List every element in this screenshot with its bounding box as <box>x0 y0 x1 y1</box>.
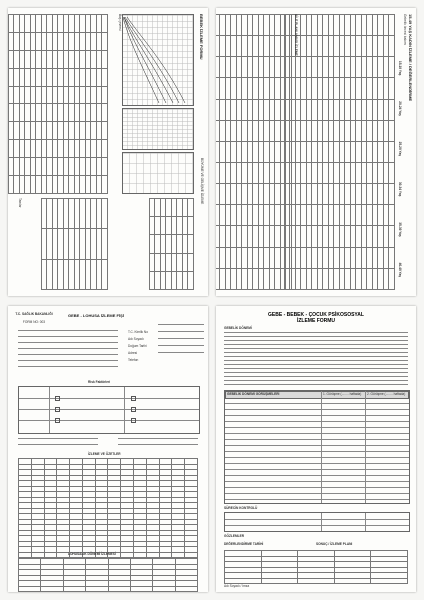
footer-title: LOHUSALIK DÖNEMİ İZLEMESİ <box>68 552 116 556</box>
age-column-header: 25-29 Yaş <box>398 141 402 157</box>
sheet-women-content <box>216 8 416 296</box>
process-box <box>224 512 410 532</box>
col2-header: 2. Görüşme (........ haftada) <box>367 392 406 396</box>
section3-title: SÜRECİN KONTROLÜ <box>224 506 258 510</box>
identity-field[interactable] <box>128 320 204 334</box>
identity-field[interactable] <box>128 341 204 355</box>
age-column-header: 40-49 Yaş <box>398 262 402 278</box>
visit-table <box>149 198 194 290</box>
identity-field-label: Doğum Tarihi <box>128 344 147 348</box>
visits-table <box>18 458 198 558</box>
section6-title: SONUÇ / İZLEME PLANI <box>316 542 353 546</box>
identity-field-label: Adı Soyadı <box>128 337 144 341</box>
section4-title: GÖZLEMLER <box>224 534 245 538</box>
chart-label: Baş çevresi <box>118 14 122 31</box>
section5-title: DEĞERLENDİRME TARİHİ <box>224 542 264 546</box>
sheet-pregnancy-monitoring <box>8 306 208 592</box>
risk-checkbox[interactable] <box>131 418 136 423</box>
col1-header: 1. Görüşme (........ haftada) <box>323 392 362 396</box>
section2-title: GEBELİK DÖNEMİ GÖRÜŞMELERİ <box>227 392 280 396</box>
page-title-line2: İZLEME FORMU <box>296 318 336 324</box>
risk-checkbox[interactable] <box>55 418 60 423</box>
age-column-header: 30-34 Yaş <box>398 181 402 197</box>
vaccine-grid <box>122 152 194 194</box>
subtitle: Gebelik öncesi bakım <box>403 14 407 45</box>
footer-signature: Adı Soyadı / İmza <box>224 584 250 588</box>
risk-factors-box <box>18 386 200 434</box>
identity-field-label: T.C. Kimlik No <box>128 330 149 334</box>
sheet-psychosocial <box>216 306 416 592</box>
family-planning-table <box>216 14 292 290</box>
page-title: GEBE - LOHUSA İZLEME FİŞİ <box>68 313 124 318</box>
page-title: 15-49 YAŞ KADIN İZLEME / DEĞERLENDİRME <box>408 14 413 102</box>
sheet-baby-growth-content <box>8 8 208 296</box>
identity-field[interactable] <box>128 327 204 341</box>
age-column-header: 20-24 Yaş <box>398 101 402 116</box>
identity-field-label: Telefon <box>128 358 139 362</box>
section-title: BÜYÜME VE GELİŞME İZLEME <box>200 158 204 205</box>
notes-table <box>41 198 108 290</box>
identity-fields <box>128 320 204 362</box>
table-title: İZLEME VE ÖZETLER <box>88 452 121 456</box>
postpartum-table <box>18 558 198 592</box>
section2-title: AİLE PLANLAMASI İZLEME <box>294 14 298 56</box>
growth-chart <box>122 14 194 106</box>
identity-field-label: Adresi <box>128 351 138 355</box>
sheet-baby-growth <box>8 8 208 296</box>
sheet-women-monitoring <box>216 8 416 296</box>
section1-title: GEBELİK DÖNEMİ <box>224 326 252 330</box>
women-table <box>284 14 395 290</box>
result-table <box>224 550 408 584</box>
page-title-line1: GEBE - BEBEK - ÇOCUK PSİKOSOSYAL <box>268 312 364 318</box>
org-name: T.C. SAĞLIK BAKANLIĞI <box>15 312 53 316</box>
age-column-header: 15-19 Yaş <box>398 60 402 76</box>
age-column-headers <box>396 48 402 290</box>
risk-section-title: Risk Faktörleri <box>88 380 111 384</box>
exam-table <box>8 14 108 194</box>
measurement-grid <box>122 108 194 150</box>
interview-table <box>224 390 410 504</box>
growth-curves <box>123 15 193 105</box>
footer-note: Tanılar <box>18 198 22 208</box>
identity-field[interactable] <box>128 334 204 348</box>
identity-field[interactable] <box>128 348 204 362</box>
form-number: FORM NO: 003 <box>22 320 46 324</box>
age-column-header: 35-39 Yaş <box>398 222 402 237</box>
page-title: BEBEK İZLEME FORMU <box>199 14 204 60</box>
